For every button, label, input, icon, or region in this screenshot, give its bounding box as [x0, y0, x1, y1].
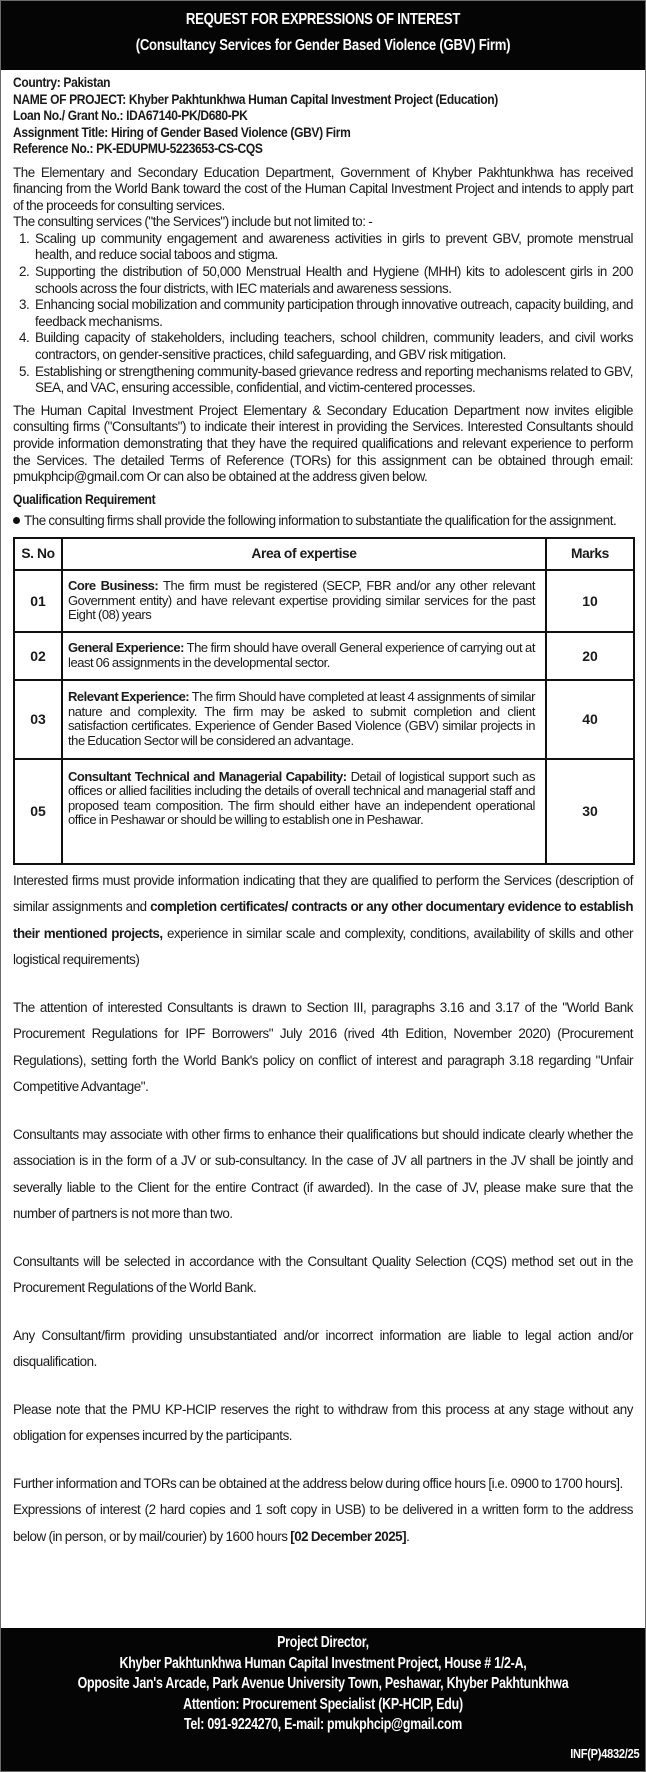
qualification-bullet-text: The consulting firms shall provide the following information to substantiate the qualification for the assignment. [24, 512, 617, 528]
header-area: Area of expertise [62, 538, 546, 570]
bullet-icon [13, 517, 20, 524]
firms-info-text-end: experience in similar scale and complexity, conditions, availability of skills and other logistical requirements) [13, 925, 634, 968]
row-marks: 10 [546, 570, 634, 632]
further-info-paragraph [13, 1471, 633, 1551]
area-text: The firm Should have completed at least 4 assignments of similar nature and complexity. The firm may be asked to submit completion and client satisfaction certificates. Experience of Gender Based Violence (GBV) similar projects in the Education Sector will be considered an advantage. [68, 689, 535, 748]
table-header-row [14, 538, 634, 570]
publication-code: INF(P)4832/25 [569, 1746, 639, 1761]
area-text: The firm must be registered (SECP, FBR and/or any other relevant Government entity) and have relevant expertise providing similar services for the past Eight (08) years [68, 578, 536, 622]
row-area [62, 570, 546, 632]
deadline-date: [02 December 2025] [290, 1528, 407, 1544]
qualification-table [13, 537, 635, 865]
table-row [14, 759, 634, 864]
assignment-title-line: Assignment Title: Hiring of Gender Based Violence (GBV) Firm [13, 123, 351, 140]
service-item: 5. Establishing or strengthening community-based grievance redress and reporting mechanisms related to GBV, SEA, and VAC, ensuring accessible, confidential, and victim-centered processes. [32, 364, 633, 397]
qualification-heading: Qualification Requirement [13, 491, 156, 507]
footer-contact: Tel: 091-9224270, E-mail: pmukphcip@gmail.com [183, 1716, 463, 1733]
submission-text: Expressions of interest (2 hard copies and 1 soft copy in USB) to be delivered in a written form to the address below (in person, or by mail/courier) by 1600 hours [13, 1502, 633, 1544]
submission-text-end: . [406, 1528, 410, 1544]
service-item: 1. Scaling up community engagement and awareness activities in girls to prevent GBV, promote menstrual health, and reduce social taboos and stigma. [32, 231, 633, 264]
project-name-line: NAME OF PROJECT: Khyber Pakhtunkhwa Human Capital Investment Project (Education) [13, 90, 498, 107]
footer-address-line-2: Opposite Jan's Arcade, Park Avenue University Town, Peshawar, Khyber Pakhtunkhwa [77, 1675, 569, 1692]
office-hours-text: Further information and TORs can be obtained at the address below during office hours [i.e. 0900 to 1700 hours]. [13, 1475, 623, 1491]
area-label: Consultant Technical and Managerial Capability: [68, 768, 347, 784]
table-row [14, 632, 634, 680]
footer-attention: Attention: Procurement Specialist (KP-HCIP, Edu) [183, 1695, 463, 1713]
area-label: Core Business: [68, 578, 159, 594]
service-item: 4. Building capacity of stakeholders, including teachers, school children, community leaders, and civil works contractors, on gender-sensitive practices, child safeguarding, and GBV risk mitigation. [32, 330, 633, 363]
service-item: 3. Enhancing social mobilization and community participation through innovative outreach, capacity building, and feedback mechanisms. [32, 297, 633, 330]
area-label: General Experience: [68, 640, 184, 656]
area-text: The firm should have overall General experience of carrying out at least 06 assignments in the developmental sector. [68, 640, 535, 670]
liability-paragraph: Any Consultant/firm providing unsubstantiated and/or incorrect information are liable to legal action and/or disqualification. [13, 1327, 633, 1370]
row-marks: 20 [546, 632, 634, 680]
firms-info-text: Interested firms must provide information indicating that they are qualified to perform the Services (description of similar assignments and [13, 872, 633, 915]
intro-paragraph: The Elementary and Secondary Education Department, Government of Khyber Pakhtunkhwa has received financing from the World Bank toward the cost of the Human Capital Investment Project and intends to apply part of the proceeds for consulting services. [13, 164, 633, 213]
row-sno: 05 [14, 759, 62, 864]
footer-address-line-1: Khyber Pakhtunkhwa Human Capital Investment Project, House # 1/2-A, [119, 1654, 527, 1672]
table-row [14, 680, 634, 759]
table-row [14, 570, 634, 632]
firms-info-paragraph [13, 868, 633, 974]
qualification-bullet [13, 513, 633, 528]
country-line: Country: Pakistan [13, 74, 111, 90]
header-band [1, 1, 645, 70]
row-sno: 01 [14, 570, 62, 632]
header-sno: S. No [14, 538, 62, 570]
services-lead: The consulting services ("the Services") include but not limited to: - [13, 214, 373, 230]
row-area [62, 759, 546, 864]
attention-paragraph: The attention of interested Consultants is drawn to Section III, paragraphs 3.16 and 3.17 of the "World Bank Procurement Regulations for IPF Borrowers" July 2016 (rived 4th Edition, November 2020) (Procurement Regulations), setting forth the World Bank's policy on conflict of interest and paragraph 3.18 regarding "Unfair Competitive Advantage". [13, 999, 633, 1095]
loan-number-line: Loan No./ Grant No.: IDA67140-PK/D680-PK [13, 107, 248, 123]
row-sno: 03 [14, 680, 62, 759]
row-sno: 02 [14, 632, 62, 680]
services-list [13, 231, 633, 397]
page-subtitle: (Consultancy Services for Gender Based Violence (GBV) Firm) [135, 37, 511, 54]
header-marks: Marks [546, 538, 634, 570]
row-marks: 30 [546, 759, 634, 864]
row-area [62, 680, 546, 759]
reference-number-line: Reference No.: PK-EDUPMU-5223653-CS-CQS [13, 140, 263, 156]
content [1, 70, 645, 1550]
invitation-paragraph: The Human Capital Investment Project Elementary & Secondary Education Department now invites eligible consulting firms ("Consultants") to indicate their interest in providing the Services. Interested Consultants should provide information demonstrating that they have the required qualifications and relevant experience to perform the Services. The detailed Terms of Reference (TORs) for this assignment can be obtained through email: pmukphcip@gmail.com Or can also be obtained at the address given below. [13, 402, 633, 485]
withdraw-paragraph: Please note that the PMU KP-HCIP reserves the right to withdraw from this process at any stage without any obligation for expenses incurred by the participants. [13, 1401, 633, 1444]
footer-address-band [1, 1628, 645, 1771]
selection-paragraph: Consultants will be selected in accordance with the Consultant Quality Selection (CQS) method set out in the Procurement Regulations of the World Bank. [13, 1253, 633, 1296]
page-title: REQUEST FOR EXPRESSIONS OF INTEREST [185, 11, 461, 28]
service-item: 2. Supporting the distribution of 50,000 Menstrual Health and Hygiene (MHH) kits to adolescent girls in 200 schools across the four districts, with IEC materials and awareness sessions. [32, 264, 633, 297]
row-marks: 40 [546, 680, 634, 759]
area-text: Detail of logistical support such as offices or allied facilities including the details of overall technical and managerial staff and proposed team composition. The firm should either have an independent operational office in Peshawar or should be willing to establish one in Peshawar. [68, 768, 536, 827]
footer-recipient: Project Director, [277, 1634, 369, 1651]
meta-block [13, 74, 633, 157]
area-label: Relevant Experience: [68, 689, 190, 705]
firms-info-emphasis: completion certificates/ contracts or any other documentary evidence to establish their mentioned projects, [13, 899, 634, 941]
row-area [62, 632, 546, 680]
association-paragraph: Consultants may associate with other firms to enhance their qualifications but should indicate clearly whether the association is in the form of a JV or sub-consultancy. In the case of JV all partners in the JV shall be jointly and severally liable to the Client for the entire Contract (if awarded). In the case of JV, please make sure that the number of partners is not more than two. [13, 1126, 633, 1222]
